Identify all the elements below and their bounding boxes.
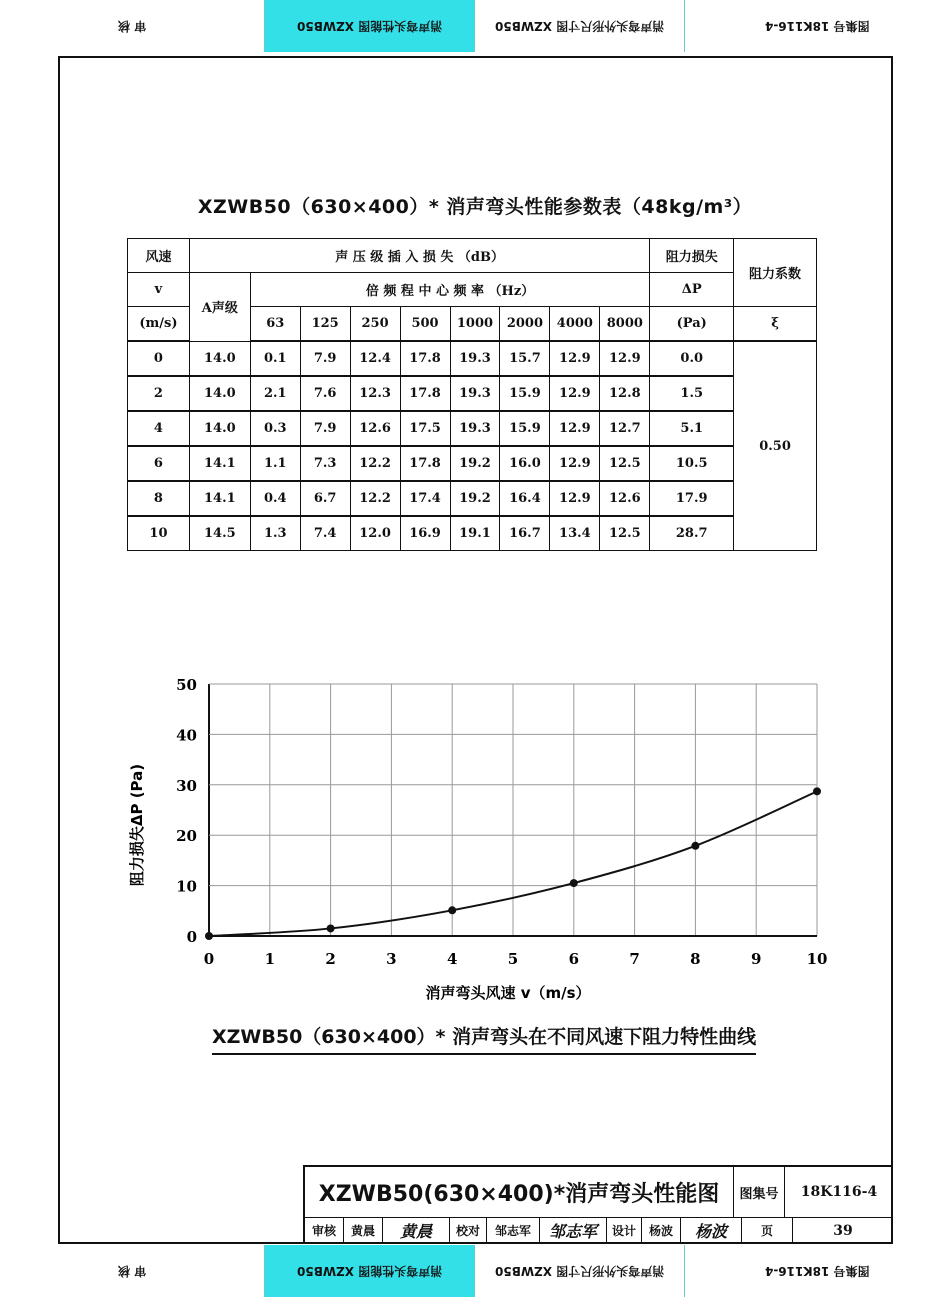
x-tick-label: 1 (264, 950, 276, 968)
table-row: 2 14.0 2.1 7.6 12.3 17.8 19.3 15.9 12.9 12.8 1.5 (128, 376, 817, 411)
coefficient-value: 0.50 (734, 341, 817, 551)
y-tick-label: 0 (186, 928, 197, 946)
table-row: 6 14.1 1.1 7.3 12.2 17.8 19.2 16.0 12.9 12.5 10.5 (128, 446, 817, 481)
header-speed: 风速 (128, 239, 190, 273)
strip-cell: 图集号 18K116-4 (685, 0, 950, 52)
page-label: 页 (742, 1217, 793, 1244)
reviewer-signature: 黄晨 (383, 1217, 450, 1244)
checker-name: 邹志军 (487, 1217, 540, 1244)
x-tick-label: 8 (690, 950, 701, 968)
strip-cell: 审 核 (0, 0, 265, 52)
table-row: 10 14.5 1.3 7.4 12.0 16.9 19.1 16.7 13.4 12.5 28.7 (128, 516, 817, 551)
x-tick-label: 5 (507, 950, 519, 968)
y-tick-label: 20 (176, 827, 197, 846)
freq-header: 125 (300, 307, 350, 342)
x-tick-label: 2 (325, 950, 336, 968)
design-label: 设计 (607, 1217, 642, 1244)
y-tick-label: 30 (176, 776, 197, 795)
header-dp: ΔP (650, 273, 734, 307)
drawing-title: XZWB50(630×400)*消声弯头性能图 (305, 1167, 734, 1217)
checker-signature: 邹志军 (540, 1217, 607, 1244)
bottom-binding-strip (0, 1245, 950, 1297)
x-tick-label: 4 (446, 950, 458, 968)
y-axis-label: 阻力损失ΔP (Pa) (128, 763, 146, 887)
header-octave: 倍 频 程 中 心 频 率 （Hz） (250, 273, 650, 307)
header-pa: (Pa) (650, 307, 734, 342)
x-tick-label: 3 (386, 950, 397, 968)
x-axis-label: 消声弯头风速 v（m/s） (425, 984, 591, 1002)
x-tick-label: 0 (203, 950, 215, 968)
top-binding-strip (0, 0, 950, 52)
review-label: 审核 (305, 1217, 344, 1244)
freq-header: 8000 (600, 307, 650, 342)
designer-signature: 杨波 (681, 1217, 742, 1244)
page-number: 39 (833, 1222, 853, 1239)
freq-header: 1000 (450, 307, 500, 342)
table-row: 4 14.0 0.3 7.9 12.6 17.5 19.3 15.9 12.9 12.7 5.1 (128, 411, 817, 446)
strip-cell: 消声弯头性能图 XZWB50 (265, 1245, 475, 1297)
check-label: 校对 (450, 1217, 487, 1244)
header-a-level: A声级 (189, 273, 250, 342)
y-tick-label: 40 (176, 726, 197, 745)
strip-cell: 图集号 18K116-4 (685, 1245, 950, 1297)
table-row: 0 14.0 0.1 7.9 12.4 17.8 19.3 15.7 12.9 12.9 0.0 0.50 (128, 341, 817, 376)
freq-header: 63 (250, 307, 300, 342)
y-tick-label: 50 (176, 676, 197, 694)
strip-cell: 审 核 (0, 1245, 265, 1297)
freq-header: 4000 (550, 307, 600, 342)
x-tick-label: 6 (568, 950, 580, 968)
table-row: 8 14.1 0.4 6.7 12.2 17.4 19.2 16.4 12.9 12.6 17.9 (128, 481, 817, 516)
header-xi: ξ (734, 307, 817, 342)
header-unit: (m/s) (128, 307, 190, 342)
freq-header: 2000 (500, 307, 550, 342)
header-insertion-loss: 声 压 级 插 入 损 失 （dB） (189, 239, 649, 273)
atlas-number: 18K116-4 (800, 1184, 878, 1200)
x-tick-label: 9 (750, 950, 762, 968)
header-v: v (128, 273, 190, 307)
freq-header: 250 (350, 307, 400, 342)
designer-name: 杨波 (642, 1217, 681, 1244)
chart-title: XZWB50（630×400）* 消声弯头在不同风速下阻力特性曲线 (212, 1022, 756, 1055)
freq-header: 500 (400, 307, 450, 342)
y-tick-label: 10 (176, 877, 197, 896)
strip-cell: 消声弯头外形尺寸图 XZWB50 (475, 1245, 685, 1297)
header-coef: 阻力系数 (734, 239, 817, 307)
header-loss: 阻力损失 (650, 239, 734, 273)
strip-cell: 消声弯头性能图 XZWB50 (265, 0, 475, 52)
strip-cell: 消声弯头外形尺寸图 XZWB50 (475, 0, 685, 52)
reviewer-name: 黄晨 (344, 1217, 383, 1244)
x-tick-label: 10 (806, 950, 828, 968)
drawing-frame (58, 56, 893, 1244)
x-tick-label: 7 (629, 950, 640, 968)
table-title: XZWB50（630×400）* 消声弯头性能参数表（48kg/m³） (197, 196, 753, 218)
title-block (303, 1165, 893, 1244)
performance-table (127, 238, 817, 551)
atlas-label: 图集号 (734, 1167, 785, 1217)
